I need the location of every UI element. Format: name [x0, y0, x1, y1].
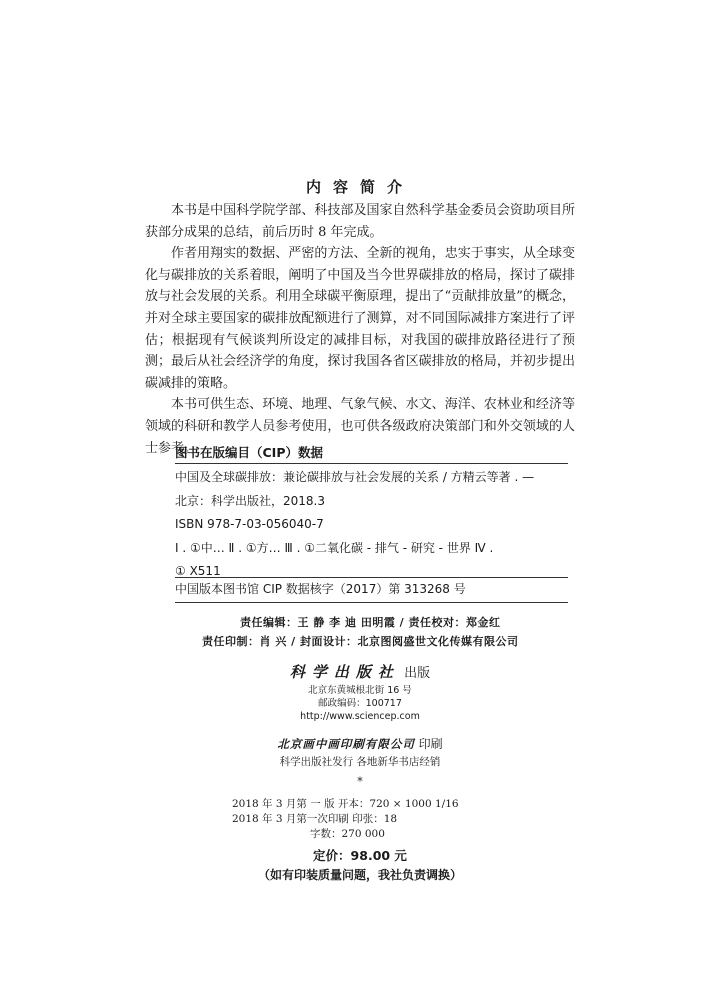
edition-line: 2018 年 3 月第 一 版 开本：720 × 1000 1/16 [232, 798, 459, 810]
summary-title: 内容简介 [305, 178, 414, 196]
cip-record [175, 466, 568, 584]
cip-line: ① X511 [175, 564, 221, 579]
separator-star: * [357, 775, 363, 788]
word-count-line: 字数：270 000 [310, 828, 385, 840]
cip-data-check: 中国版本图书馆 CIP 数据核字（2017）第 313268 号 [175, 582, 466, 596]
publisher-website: http://www.sciencep.com [300, 711, 420, 722]
printer-name: 北京画中画印刷有限公司 [277, 737, 415, 751]
cip-heading: 图书在版编目（CIP）数据 [175, 445, 323, 460]
cip-line: 北京：科学出版社，2018.3 [175, 493, 325, 508]
summary-text [145, 200, 575, 459]
publisher-name-row [0, 662, 720, 684]
production-credits: 责任印制：肖 兴 / 封面设计：北京图阅盛世文化传媒有限公司 [202, 635, 519, 648]
cip-line: 中国及全球碳排放：兼论碳排放与社会发展的关系 / 方精云等著 . — [175, 470, 535, 484]
cip-top-rule [175, 463, 568, 464]
distribution-line: 科学出版社发行 各地新华书店经销 [279, 756, 441, 768]
publisher-block [0, 662, 720, 789]
edition-info [232, 797, 532, 842]
printing-line: 2018 年 3 月第一次印刷 印张：18 [232, 813, 398, 825]
printer-suffix: 印刷 [418, 737, 443, 751]
quality-notice: （如有印装质量问题，我社负责调换） [257, 868, 462, 882]
cip-line: ISBN 978-7-03-056040-7 [175, 517, 324, 532]
summary-paragraph: 本书可供生态、环境、地理、气象气候、水文、海洋、农林业和经济等领域的科研和教学人员参考使用，也可供各级政府决策部门和外交领域的人士参考。 [145, 397, 575, 456]
credits [0, 613, 720, 651]
cip-middle-rule [175, 577, 568, 578]
editor-credits: 责任编辑：王 静 李 迪 田明霞 / 责任校对：郑金红 [240, 616, 501, 629]
cip-line: Ⅰ . ①中… Ⅱ . ①方… Ⅲ . ①二氧化碳 - 排气 - 研究 - 世界 Ⅳ . [175, 540, 494, 555]
printer-row [0, 735, 720, 753]
publisher-address: 北京东黄城根北街 16 号 [308, 685, 412, 696]
cip-bottom-rule [175, 602, 568, 603]
summary-paragraph: 作者用翔实的数据、严密的方法、全新的视角，忠实于事实，从全球变化与碳排放的关系着眼，阐明了中国及当今世界碳排放的格局，探讨了碳排放与社会发展的关系。利用全球碳平衡原理，提出了“贡献排放量”的概念，并对全球主要国家的碳排放配额进行了测算，对不同国际减排方案进行了评估；根据现有气候谈判所设定的减排目标，对我国的碳排放路径进行了预测；最后从社会经济学的角度，探讨我国各省区碳排放的格局，并初步提出碳减排的策略。 [145, 246, 575, 391]
publisher-logo-text: 科学出版社 [289, 663, 400, 681]
publisher-suffix: 出版 [404, 666, 431, 681]
price: 定价：98.00 元 [313, 848, 407, 863]
summary-paragraph: 本书是中国科学院学部、科技部及国家自然科学基金委员会资助项目所获部分成果的总结，前后历时 8 年完成。 [145, 203, 575, 240]
publisher-postcode: 邮政编码：100717 [318, 698, 402, 709]
